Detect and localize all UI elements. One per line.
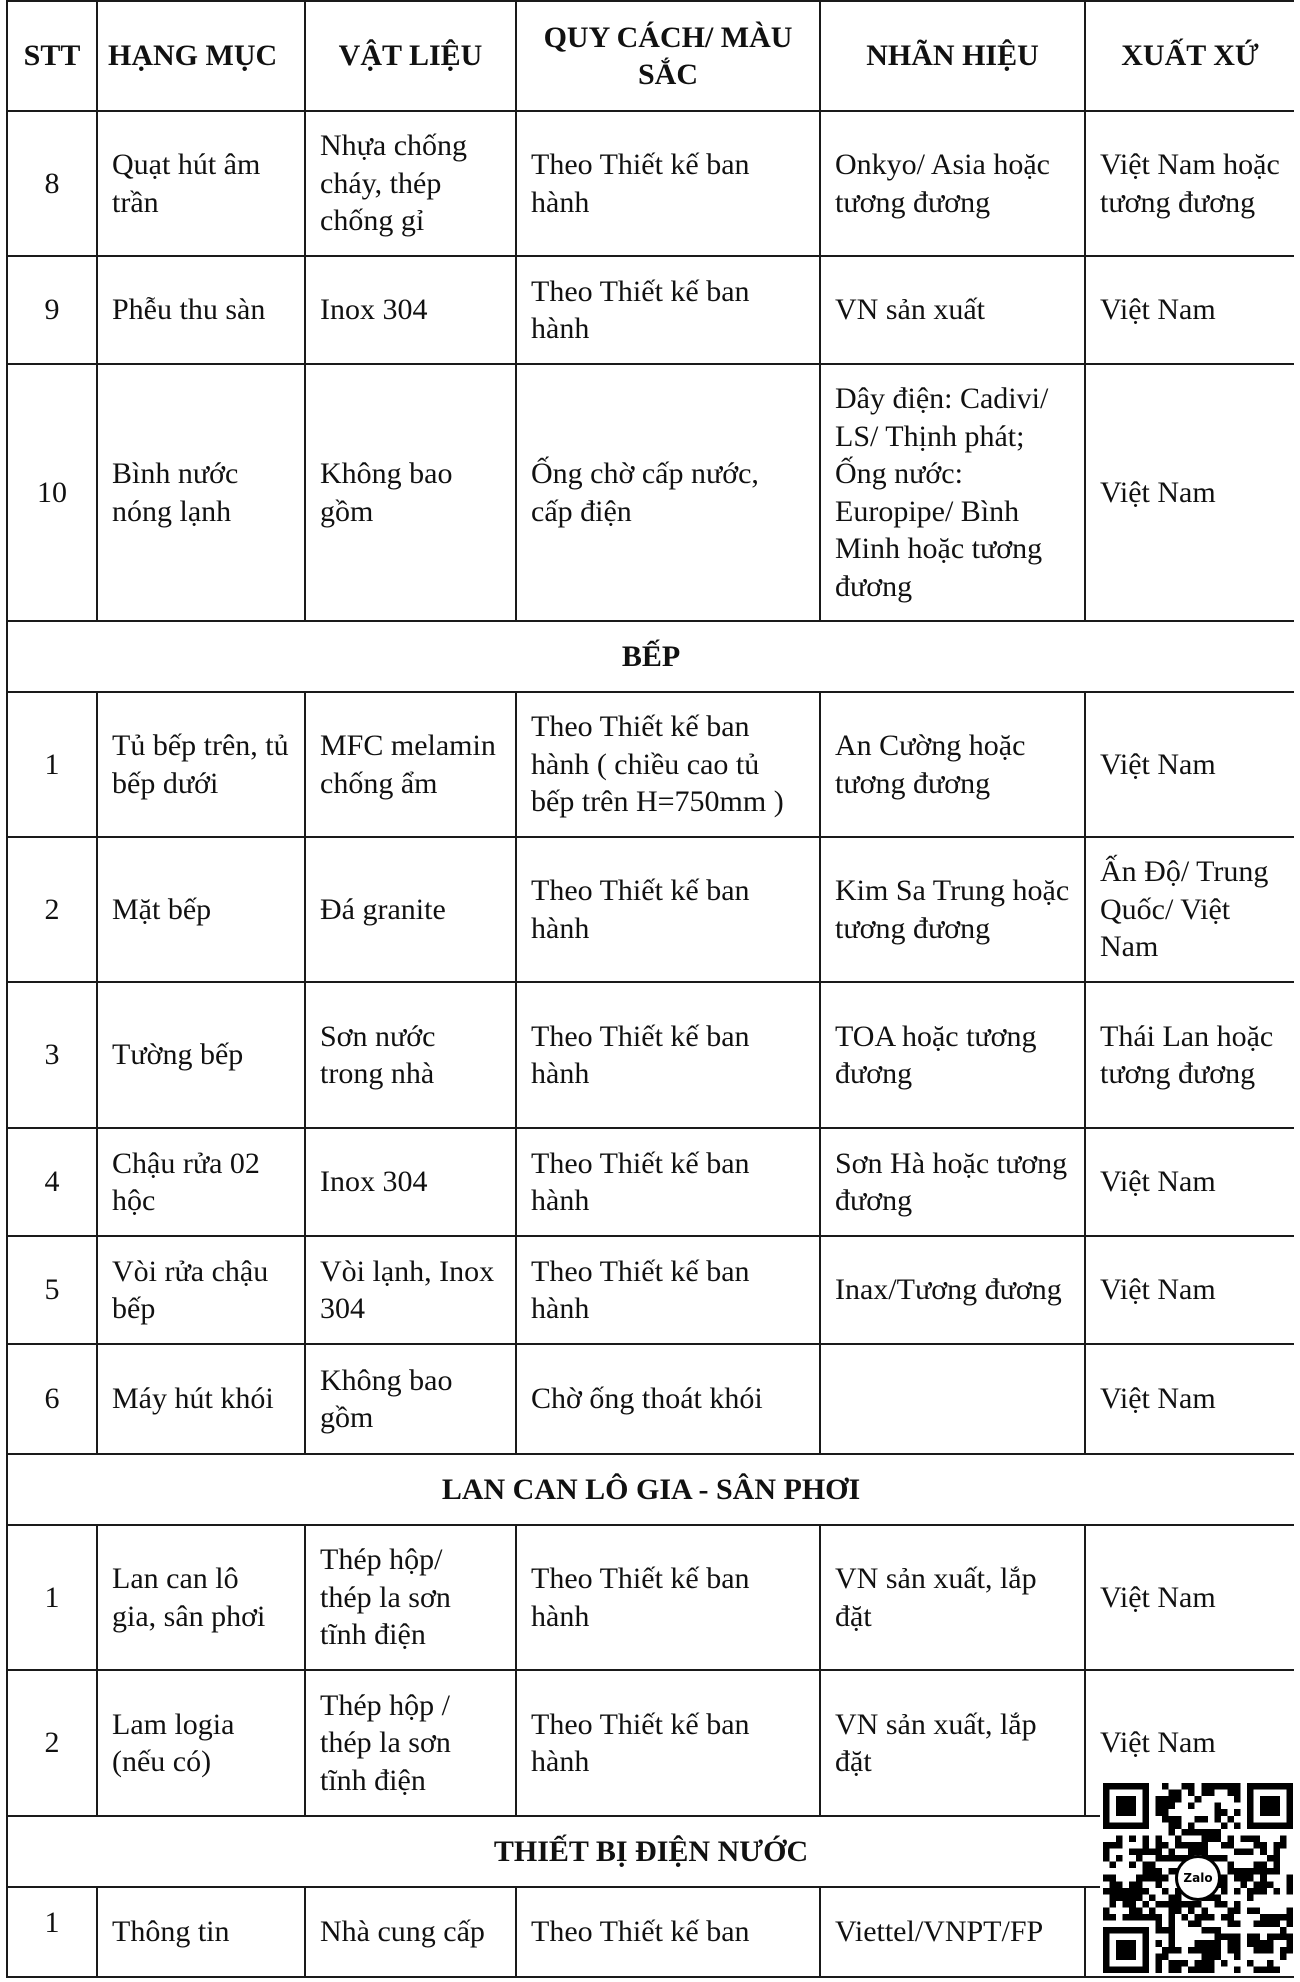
table-row [7, 1236, 1294, 1344]
zalo-logo-icon: Zalo [1175, 1855, 1221, 1901]
section-row-lan-can [7, 1454, 1294, 1525]
cell-vat-lieu: Vòi lạnh, Inox 304 [305, 1236, 516, 1344]
cell-vat-lieu: Inox 304 [305, 256, 516, 364]
cell-nhan-hieu: TOA hoặc tương đương [820, 982, 1085, 1128]
cell-quy-cach: Ống chờ cấp nước, cấp điện [516, 364, 820, 621]
cell-xuat-xu: Việt Nam [1085, 1236, 1294, 1344]
header-vat-lieu: VẬT LIỆU [305, 1, 516, 111]
cell-xuat-xu: Việt Nam [1085, 1525, 1294, 1670]
cell-stt: 1 [7, 1887, 97, 1977]
cell-vat-lieu: Inox 304 [305, 1128, 516, 1236]
cell-xuat-xu: Việt Nam [1085, 692, 1294, 837]
cell-quy-cach: Theo Thiết kế ban hành ( chiều cao tủ bếp trên H=750mm ) [516, 692, 820, 837]
cell-xuat-xu: Việt Nam [1085, 364, 1294, 621]
cell-stt: 2 [7, 837, 97, 982]
header-quy-cach: QUY CÁCH/ MÀU SẮC [516, 1, 820, 111]
cell-hang-muc: Bình nước nóng lạnh [97, 364, 305, 621]
cell-xuat-xu: Việt Nam [1085, 1670, 1294, 1816]
cell-stt: 1 [7, 1525, 97, 1670]
cell-nhan-hieu: VN sản xuất [820, 256, 1085, 364]
section-title-dien-nuoc: THIẾT BỊ ĐIỆN NƯỚC [7, 1816, 1294, 1887]
cell-vat-lieu: Thép hộp/ thép la sơn tĩnh điện [305, 1525, 516, 1670]
section-row-bep [7, 621, 1294, 692]
cell-nhan-hieu: Sơn Hà hoặc tương đương [820, 1128, 1085, 1236]
cell-stt: 2 [7, 1670, 97, 1816]
materials-spec-table [6, 0, 1294, 1978]
cell-vat-lieu: Thép hộp / thép la sơn tĩnh điện [305, 1670, 516, 1816]
cell-nhan-hieu: Inax/Tương đương [820, 1236, 1085, 1344]
table-header-row [7, 1, 1294, 111]
table-row [7, 256, 1294, 364]
cell-stt: 10 [7, 364, 97, 621]
cell-hang-muc: Lan can lô gia, sân phơi [97, 1525, 305, 1670]
cell-xuat-xu: Việt Nam [1085, 1344, 1294, 1454]
cell-vat-lieu: Đá granite [305, 837, 516, 982]
cell-quy-cach: Theo Thiết kế ban hành [516, 1670, 820, 1816]
cell-hang-muc: Quạt hút âm trần [97, 111, 305, 256]
cell-quy-cach: Theo Thiết kế ban hành [516, 1236, 820, 1344]
table-row [7, 837, 1294, 982]
cell-quy-cach: Theo Thiết kế ban [516, 1887, 820, 1977]
header-nhan-hieu: NHÃN HIỆU [820, 1, 1085, 111]
cell-hang-muc: Thông tin [97, 1887, 305, 1977]
cell-vat-lieu: Nhựa chống cháy, thép chống gỉ [305, 111, 516, 256]
cell-vat-lieu: MFC melamin chống ẩm [305, 692, 516, 837]
table-row [7, 692, 1294, 837]
cell-nhan-hieu: Dây điện: Cadivi/ LS/ Thịnh phát; Ống nước: Europipe/ Bình Minh hoặc tương đương [820, 364, 1085, 621]
cell-hang-muc: Máy hút khói [97, 1344, 305, 1454]
section-title-lan-can: LAN CAN LÔ GIA - SÂN PHƠI [7, 1454, 1294, 1525]
cell-nhan-hieu: Viettel/VNPT/FP [820, 1887, 1085, 1977]
cell-quy-cach: Theo Thiết kế ban hành [516, 111, 820, 256]
cell-xuat-xu: Việt Nam hoặc tương đương [1085, 111, 1294, 256]
table-row [7, 982, 1294, 1128]
cell-stt: 4 [7, 1128, 97, 1236]
cell-nhan-hieu [820, 1344, 1085, 1454]
cell-stt: 5 [7, 1236, 97, 1344]
cell-hang-muc: Tường bếp [97, 982, 305, 1128]
header-stt: STT [7, 1, 97, 111]
section-title-bep: BẾP [7, 621, 1294, 692]
table-row [7, 1128, 1294, 1236]
header-xuat-xu: XUẤT XỨ [1085, 1, 1294, 111]
cell-quy-cach: Theo Thiết kế ban hành [516, 837, 820, 982]
header-hang-muc: HẠNG MỤC [97, 1, 305, 111]
table-row [7, 364, 1294, 621]
cell-hang-muc: Chậu rửa 02 hộc [97, 1128, 305, 1236]
cell-hang-muc: Lam logia (nếu có) [97, 1670, 305, 1816]
cell-stt: 8 [7, 111, 97, 256]
cell-vat-lieu: Không bao gồm [305, 1344, 516, 1454]
cell-quy-cach: Theo Thiết kế ban hành [516, 1128, 820, 1236]
cell-nhan-hieu: VN sản xuất, lắp đặt [820, 1525, 1085, 1670]
table-row [7, 111, 1294, 256]
cell-xuat-xu: Việt Nam [1085, 256, 1294, 364]
cell-hang-muc: Mặt bếp [97, 837, 305, 982]
cell-hang-muc: Vòi rửa chậu bếp [97, 1236, 305, 1344]
cell-xuat-xu: Thái Lan hoặc tương đương [1085, 982, 1294, 1128]
document-page [6, 0, 1294, 1982]
cell-stt: 3 [7, 982, 97, 1128]
cell-nhan-hieu: VN sản xuất, lắp đặt [820, 1670, 1085, 1816]
cell-stt: 9 [7, 256, 97, 364]
cell-stt: 1 [7, 692, 97, 837]
cell-xuat-xu: Ấn Độ/ Trung Quốc/ Việt Nam [1085, 837, 1294, 982]
cell-quy-cach: Theo Thiết kế ban hành [516, 982, 820, 1128]
cell-xuat-xu: Việt Nam [1085, 1128, 1294, 1236]
cell-vat-lieu: Không bao gồm [305, 364, 516, 621]
cell-vat-lieu: Nhà cung cấp [305, 1887, 516, 1977]
zalo-qr-code[interactable] [1100, 1780, 1296, 1976]
cell-hang-muc: Tủ bếp trên, tủ bếp dưới [97, 692, 305, 837]
cell-quy-cach: Chờ ống thoát khói [516, 1344, 820, 1454]
cell-stt: 6 [7, 1344, 97, 1454]
cell-nhan-hieu: Kim Sa Trung hoặc tương đương [820, 837, 1085, 982]
cell-quy-cach: Theo Thiết kế ban hành [516, 1525, 820, 1670]
cell-nhan-hieu: Onkyo/ Asia hoặc tương đương [820, 111, 1085, 256]
cell-hang-muc: Phễu thu sàn [97, 256, 305, 364]
cell-quy-cach: Theo Thiết kế ban hành [516, 256, 820, 364]
cell-vat-lieu: Sơn nước trong nhà [305, 982, 516, 1128]
table-row [7, 1344, 1294, 1454]
cell-nhan-hieu: An Cường hoặc tương đương [820, 692, 1085, 837]
table-row [7, 1525, 1294, 1670]
